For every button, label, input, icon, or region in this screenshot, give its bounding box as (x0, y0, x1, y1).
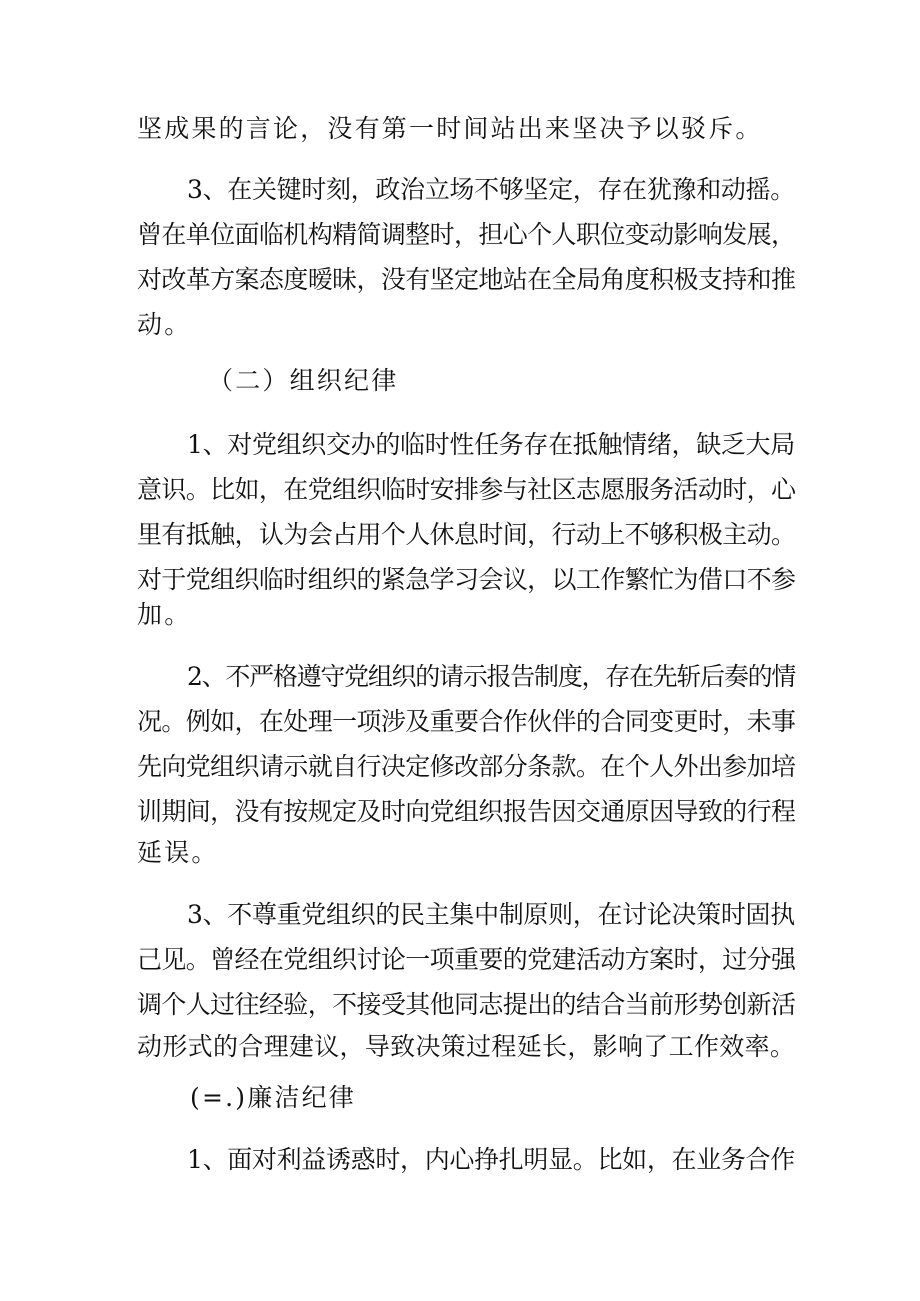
item-heading: 1、对党组织交办的临时性任务存在抵触情绪，缺乏大局 (187, 430, 795, 459)
text-line: 里有抵触，认为会占用个人休息时间，行动上不够积极主动。 (137, 520, 796, 549)
text-line: 训期间，没有按规定及时向党组织报告因交通原因导致的行程 (137, 797, 796, 826)
text-line: 先向党组织请示就自行决定修改部分条款。在个人外出参加培 (137, 752, 796, 781)
item-heading: 3、在关键时刻，政治立场不够坚定，存在犹豫和动摇。 (187, 175, 795, 204)
text-line: 意识。比如，在党组织临时安排参与社区志愿服务活动时，心 (137, 475, 796, 504)
item-heading: 1、面对利益诱惑时，内心挣扎明显。比如，在业务合作 (187, 1145, 795, 1174)
item-heading: 2、不严格遵守党组织的请示报告制度，存在先斩后奏的情 (187, 662, 796, 691)
text-line: 坚成果的言论，没有第一时间站出来坚决予以驳斥。 (137, 114, 763, 143)
text-line: 动。 (137, 310, 192, 339)
text-line: 动形式的合理建议，导致决策过程延长，影响了工作效率。 (137, 1032, 796, 1061)
text-line: 对改革方案态度暧昧，没有坚定地站在全局角度积极支持和推 (137, 265, 796, 294)
section-heading: （二）组织纪律 (208, 366, 399, 395)
text-line: 加。 (137, 600, 192, 629)
section-heading: (=.)廉洁纪律 (190, 1083, 357, 1112)
item-heading: 3、不尊重党组织的民主集中制原则，在讨论决策时固执 (187, 900, 795, 929)
text-line: 延误。 (137, 838, 219, 867)
text-line: 调个人过往经验，不接受其他同志提出的结合当前形势创新活 (137, 990, 796, 1019)
text-line: 曾在单位面临机构精简调整时，担心个人职位变动影响发展， (137, 220, 796, 249)
text-line: 况。例如，在处理一项涉及重要合作伙伴的合同变更时，未事 (137, 707, 796, 736)
text-line: 己见。曾经在党组织讨论一项重要的党建活动方案时，过分强 (137, 945, 796, 974)
text-line: 对于党组织临时组织的紧急学习会议，以工作繁忙为借口不参 (137, 565, 796, 594)
